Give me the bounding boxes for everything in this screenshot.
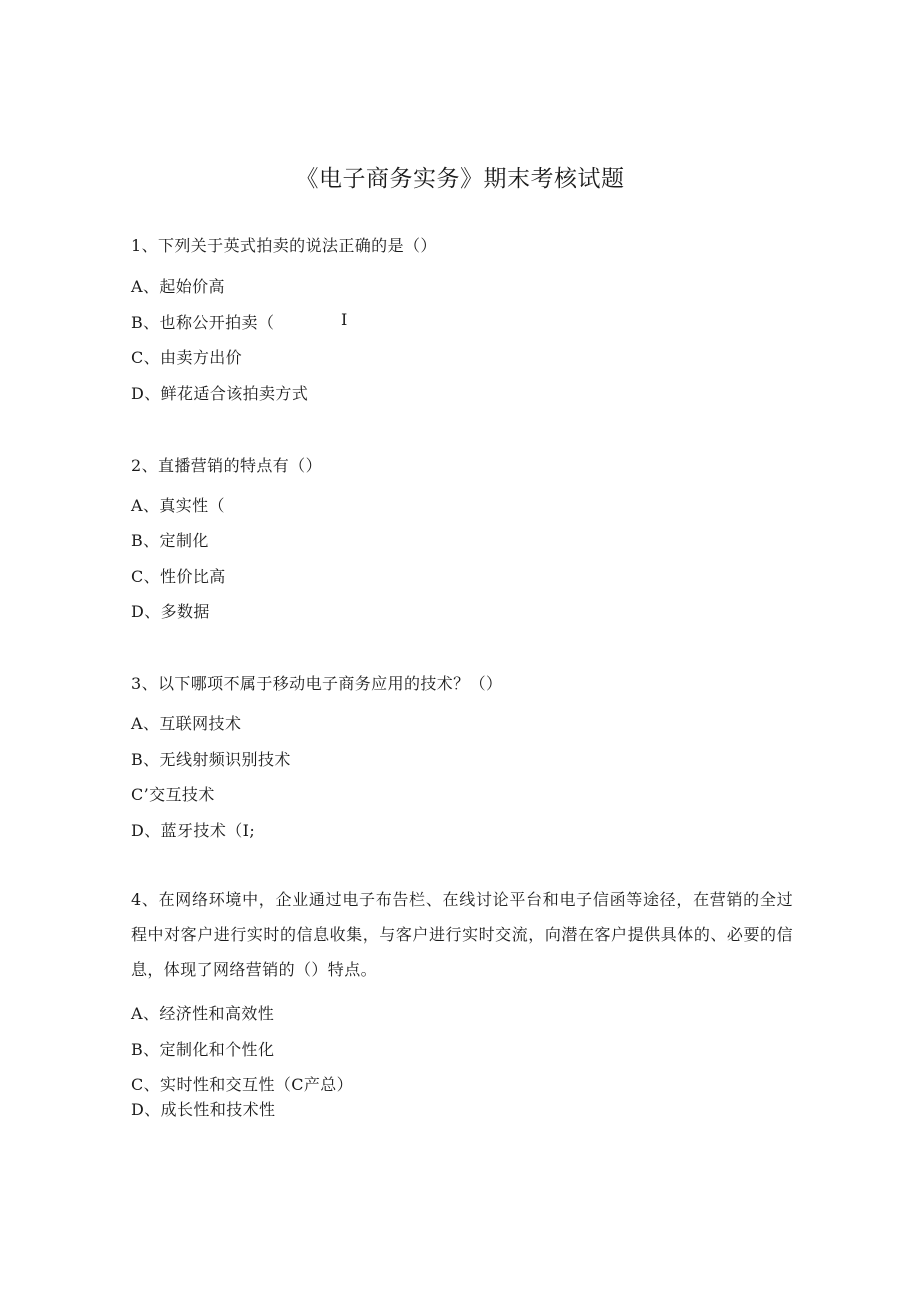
exam-title: 《电子商务实务》期末考核试题 <box>295 166 625 192</box>
question-3-option-c: C’交互技术 <box>131 785 215 804</box>
question-2-option-a: A、真实性（ <box>131 496 225 515</box>
question-4-option-c: C、实时性和交互性（C产总） <box>131 1075 354 1094</box>
question-2-option-d: D、多数据 <box>131 602 210 621</box>
question-4-stem: 4、在网络环境中，企业通过电子布告栏、在线讨论平台和电子信函等途径，在营销的全过程中对客户进行实时的信息收集，与客户进行实时交流，向潜在客户提供具体的、必要的信息，体现了网络营销的（）特点。 <box>131 890 793 979</box>
question-2-option-b: B、定制化 <box>131 531 209 550</box>
question-4-option-a: A、经济性和高效性 <box>131 1004 275 1023</box>
question-1-option-b: B、也称公开拍卖（ <box>131 313 275 332</box>
question-1-option-d: D、鲜花适合该拍卖方式 <box>131 384 309 403</box>
question-4-option-b: B、定制化和个性化 <box>131 1040 275 1059</box>
question-3-stem: 3、以下哪项不属于移动电子商务应用的技术？（） <box>131 674 503 693</box>
question-2-stem: 2、直播营销的特点有（） <box>131 456 322 475</box>
question-3-option-d: D、蓝牙技术（I; <box>131 821 256 840</box>
question-3-option-b: B、无线射频识别技术 <box>131 750 291 769</box>
question-1-stray-mark: I <box>341 310 348 329</box>
question-4-option-d: D、成长性和技术性 <box>131 1100 276 1119</box>
question-2-option-c: C、性价比高 <box>131 567 226 586</box>
question-1-option-c: C、由卖方出价 <box>131 348 243 367</box>
question-3-option-a: A、互联网技术 <box>131 714 242 733</box>
question-1-stem: 1、下列关于英式拍卖的说法正确的是（） <box>131 236 437 255</box>
question-1-option-a: A、起始价高 <box>131 277 225 296</box>
